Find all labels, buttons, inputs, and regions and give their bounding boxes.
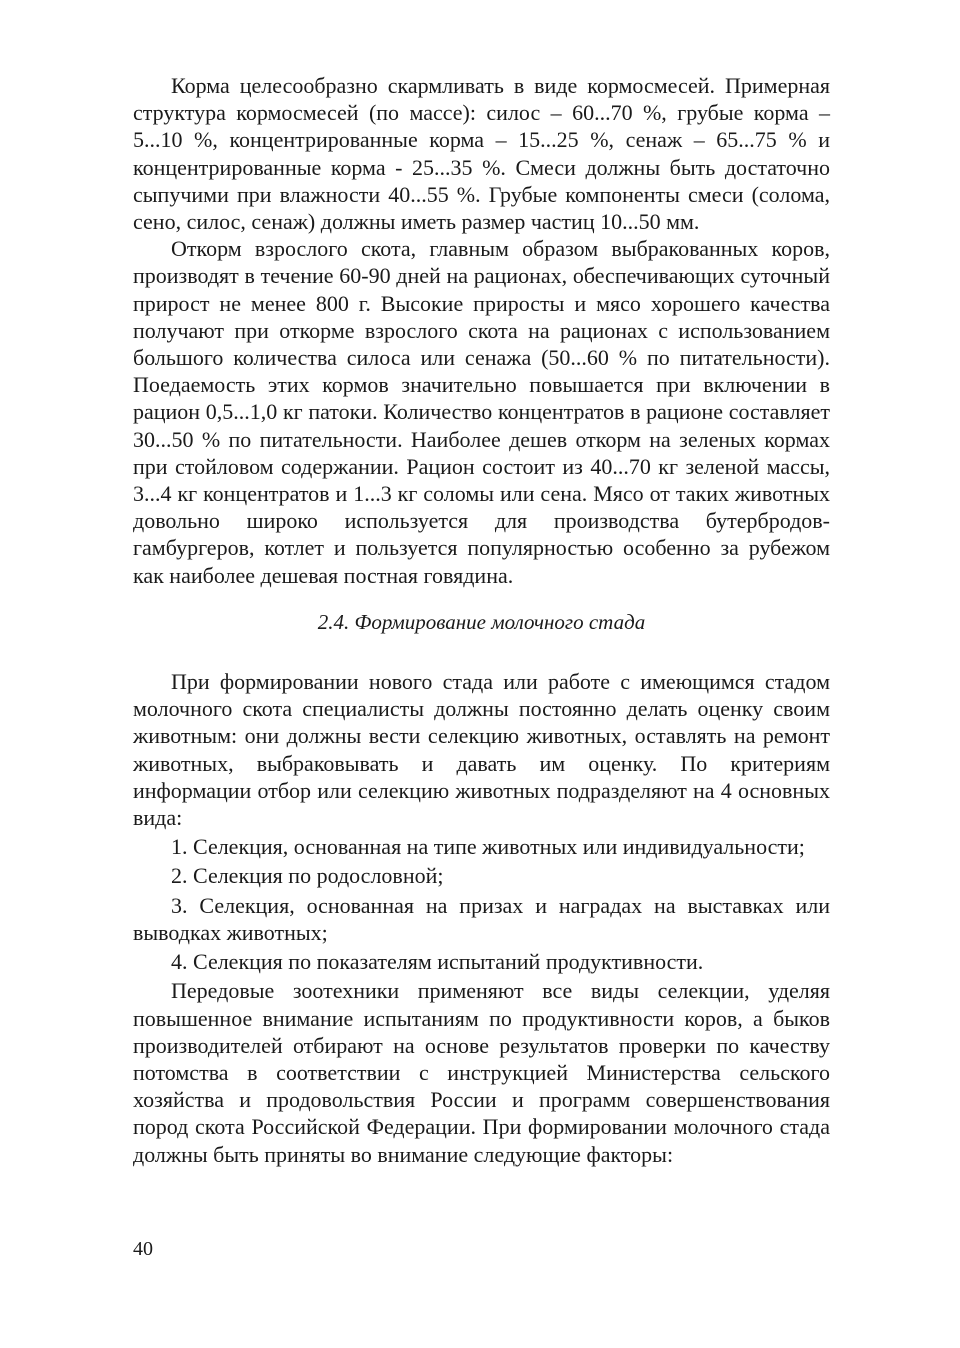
- paragraph-fattening: Откорм взрослого скота, главным образом выбракованных коров, производят в течение 60-90 дней на рационах, обеспечивающих суточный прирост не менее 800 г. Высокие приросты и мясо хорошего качества получают при откорме взрослого скота на рационах с использованием большого количества силоса или сенажа (50...60 % по питательности). Поедаемость этих кормов значительно повышается при включении в рацион 0,5...1,0 кг патоки. Количество концентратов в рационе составляет 30...50 % по питательности. Наиболее дешев откорм на зеленых кормах при стойловом содержании. Рацион состоит из 40...70 кг зеленой массы, 3...4 кг концентратов и 1...3 кг соломы или сена. Мясо от таких животных довольно широко используется для производства бутербродов-гамбургеров, котлет и пользуется популярностью особенно за рубежом как наиболее дешевая постная говядина.: [133, 236, 830, 588]
- list-item: 2. Селекция по родословной;: [171, 863, 444, 889]
- page-body: [133, 72, 830, 1168]
- list-item: 1. Селекция, основанная на типе животных или индивидуальности;: [171, 834, 805, 860]
- paragraph-section-intro: При формировании нового стада или работе с имеющимся стадом молочного скота специалисты должны постоянно делать оценку своим животным: они должны вести селекцию животных, оставлять на ремонт животных, выбраковывать и давать им оценку. По критериям информации отбор или селекцию животных подразделяют на 4 основных вида:: [133, 669, 830, 831]
- page-number: 40: [133, 1238, 153, 1260]
- section-heading: 2.4. Формирование молочного стада: [317, 609, 646, 634]
- paragraph-feed-mixtures: Корма целесообразно скармливать в виде кормосмесей. Примерная структура кормосмесей (по массе): силос – 60...70 %, грубые корма – 5...10 %, концентрированные корма – 15...25 %, сенаж – 65...75 % и концентрированные корма - 25...35 %. Смеси должны быть достаточно сыпучими при влажности 40...55 %. Грубые компоненты смеси (солома, сено, силос, сенаж) должны иметь размер частиц 10...50 мм.: [133, 73, 830, 235]
- list-item: 4. Селекция по показателям испытаний продуктивности.: [171, 949, 704, 975]
- list-item: 3. Селекция, основанная на призах и наградах на выставках или выводках животных;: [133, 892, 830, 945]
- paragraph-closing: Передовые зоотехники применяют все виды селекции, уделяя повышенное внимание испытаниям по продуктивности коров, а быков производителей отбирают на основе результатов проверки по качеству потомства в соответствии с инструкцией Министерства сельского хозяйства и продовольствия России и программ совершенствования пород скота Российской Федерации. При формировании молочного стада должны быть приняты во внимание следующие факторы:: [133, 978, 830, 1167]
